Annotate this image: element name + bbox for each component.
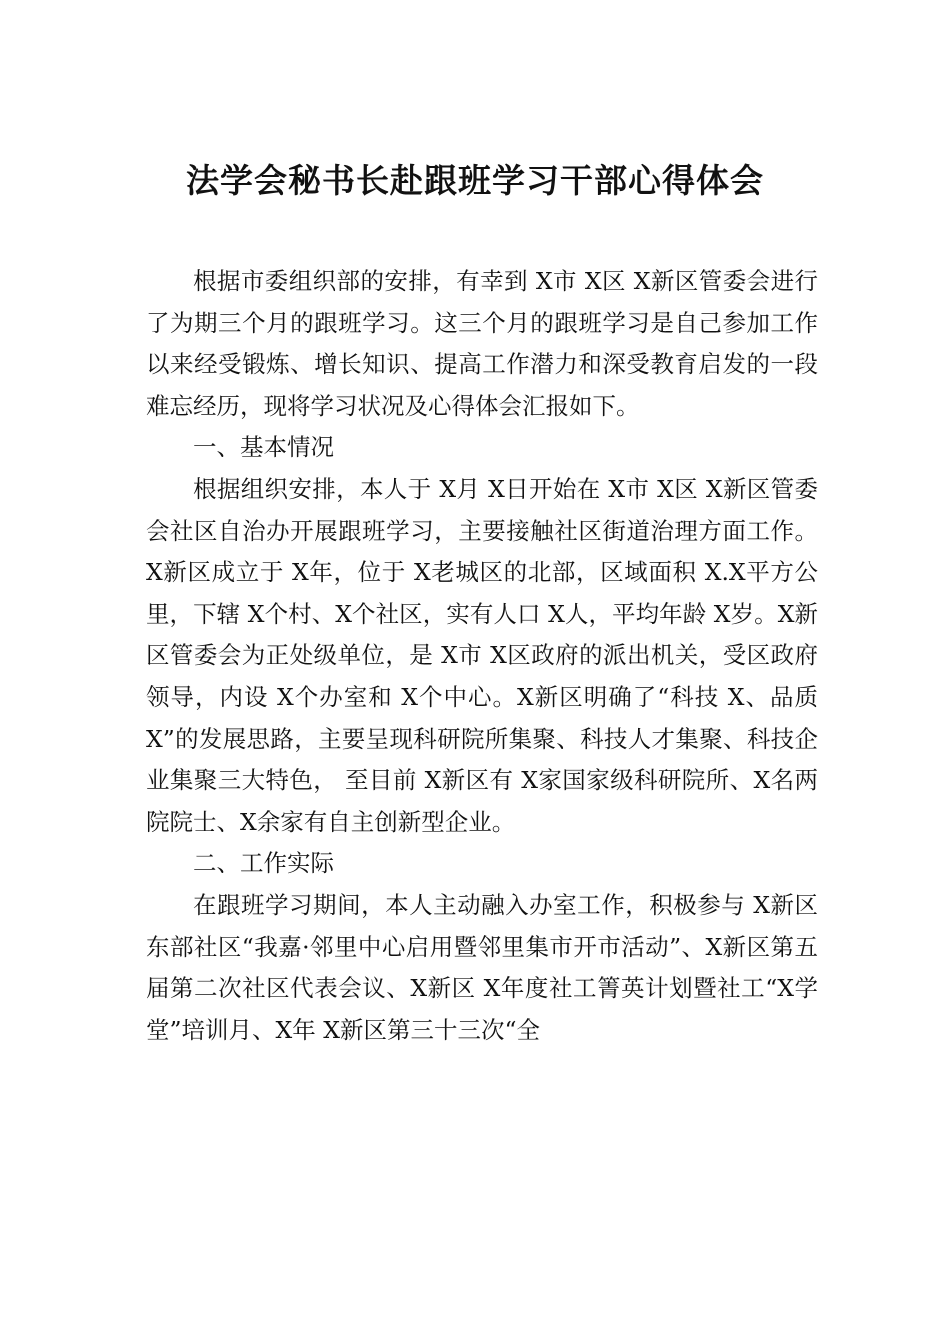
document-body [146,261,818,1051]
paragraph-intro: 根据市委组织部的安排，有幸到 X市 X区 X新区管委会进行了为期三个月的跟班学习。这三个月的跟班学习是自己参加工作以来经受锻炼、增长知识、提高工作潜力和深受教育启发的一段难忘经历，现将学习状况及心得体会汇报如下。 [146,267,818,420]
section-heading-work-practice: 二、工作实际 [193,849,334,878]
paragraph-basic-situation: 根据组织安排，本人于 X月 X日开始在 X市 X区 X新区管委会社区自治办开展跟班学习，主要接触社区街道治理方面工作。X新区成立于 X年，位于 X老城区的北部，区域面积 X.X平方公里，下辖 X个村、X个社区，实有人口 X人，平均年龄 X岁。X新区管委会为正处级单位，是 X市 X区政府的派出机关，受区政府领导，内设 X个办室和 X个中心。X新区明确了“科技 X、品质 X”的发展思路，主要呈现科研院所集聚、科技人才集聚、科技企业集聚三大特色， 至目前 X新区有 X家国家级科研院所、X名两院院士、X余家有自主创新型企业。 [146,474,818,836]
document-title: 法学会秘书长赴跟班学习干部心得体会 [186,161,764,200]
section-heading-basic-situation: 一、基本情况 [193,433,334,462]
paragraph-work-practice: 在跟班学习期间，本人主动融入办室工作，积极参与 X新区东部社区“我嘉·邻里中心启用暨邻里集市开市活动”、X新区第五届第二次社区代表会议、X新区 X年度社工箐英计划暨社工“X学堂”培训月、X年 X新区第三十三次“全 [146,890,818,1044]
